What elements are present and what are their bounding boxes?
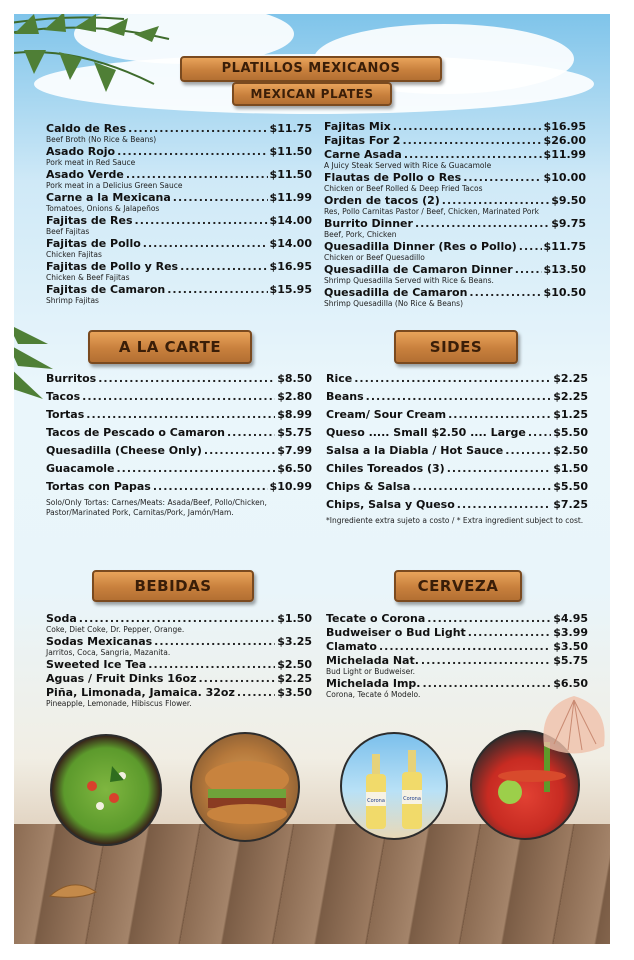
item-price: $5.50 (553, 480, 588, 493)
menu-item (46, 658, 312, 671)
torta-photo (190, 732, 300, 842)
leader-dots (447, 462, 551, 475)
item-price: $2.25 (277, 672, 312, 685)
item-name: Chiles Toreados (3) (326, 462, 445, 475)
menu-item-row (46, 672, 312, 685)
item-price: $11.99 (543, 148, 586, 161)
leader-dots (116, 462, 275, 475)
menu-item (46, 372, 312, 385)
item-name: Orden de tacos (2) (324, 194, 440, 207)
menu-item (46, 390, 312, 403)
item-name: Beans (326, 390, 364, 403)
item-name: Michelada Nat. (326, 654, 419, 667)
item-description: Chicken or Beef Quesadillo (324, 253, 425, 262)
item-name: Tacos (46, 390, 81, 403)
menu-item-row (46, 390, 312, 403)
menu-item (324, 194, 586, 216)
menu-item-row (324, 194, 586, 207)
menu-item-row (46, 372, 312, 385)
leader-dots (173, 191, 268, 204)
leader-dots (469, 286, 541, 299)
item-description: Beef Fajitas (46, 227, 90, 236)
item-name: Piña, Limonada, Jamaica. 32oz (46, 686, 235, 699)
item-name: Carne Asada (324, 148, 402, 161)
menu-item (46, 426, 312, 439)
bebidas-title: BEBIDAS (134, 577, 212, 595)
menu-item-row (46, 658, 312, 671)
leader-dots (415, 217, 549, 230)
menu-item (326, 426, 588, 439)
item-name: Quesadilla Dinner (Res o Pollo) (324, 240, 517, 253)
menu-item-row (46, 612, 312, 625)
leader-dots (227, 426, 275, 439)
leader-dots (379, 640, 551, 653)
menu-item-row (46, 408, 312, 421)
header-subtitle: MEXICAN PLATES (250, 87, 374, 101)
menu-item (46, 122, 312, 144)
menu-item (326, 372, 588, 385)
bottle-label-left: Corona (367, 798, 385, 804)
leader-dots (528, 426, 551, 439)
menu-item (46, 191, 312, 213)
item-description: Pork meat in Red Sauce (46, 158, 136, 167)
item-name: Rice (326, 372, 353, 385)
item-price: $13.50 (543, 263, 586, 276)
menu-item-row (324, 120, 586, 133)
menu-item (46, 168, 312, 190)
bebidas-sign (92, 570, 254, 602)
sides-title: SIDES (429, 338, 483, 356)
item-name: Fajitas de Res (46, 214, 133, 227)
leader-dots (82, 390, 275, 403)
header-subsign (232, 82, 392, 106)
leader-dots (505, 444, 551, 457)
item-description: Chicken & Beef Fajitas (46, 273, 130, 282)
menu-item (326, 654, 588, 676)
item-price: $10.50 (543, 286, 586, 299)
menu-item (324, 134, 586, 147)
menu-item (324, 240, 586, 262)
item-price: $8.50 (277, 372, 312, 385)
item-price: $10.00 (543, 171, 586, 184)
seashell-icon (534, 686, 610, 766)
menu-item (46, 237, 312, 259)
item-name: Tacos de Pescado o Camaron (46, 426, 225, 439)
menu-item (46, 283, 312, 305)
item-description: Pork meat in a Delicius Green Sauce (46, 181, 183, 190)
menu-item-row (324, 148, 586, 161)
menu-item (46, 214, 312, 236)
item-price: $14.00 (269, 237, 312, 250)
menu-item-row (326, 612, 588, 625)
item-description: Bud Light or Budweiser. (326, 667, 415, 676)
item-description: Chicken or Beef Rolled & Deep Fried Tacos (324, 184, 483, 193)
menu-item-row (326, 498, 588, 511)
cerveza-title: CERVEZA (417, 577, 499, 595)
bebidas-column (46, 612, 312, 709)
item-name: Chips, Salsa y Queso (326, 498, 455, 511)
menu-item-row (46, 444, 312, 457)
bottle-label-right: Corona (403, 796, 421, 802)
item-name: Quesadilla de Camaron Dinner (324, 263, 513, 276)
menu-item (46, 672, 312, 685)
item-description: A Juicy Steak Served with Rice & Guacamole (324, 161, 492, 170)
item-price: $11.75 (543, 240, 586, 253)
plates-right-column (324, 120, 586, 309)
menu-item (46, 480, 312, 493)
menu-item-row (324, 240, 586, 253)
item-price: $6.50 (277, 462, 312, 475)
item-price: $26.00 (543, 134, 586, 147)
item-description: Chicken Fajitas (46, 250, 102, 259)
item-name: Sodas Mexicanas (46, 635, 153, 648)
item-price: $4.95 (553, 612, 588, 625)
item-price: $2.50 (277, 658, 312, 671)
leader-dots (167, 283, 267, 296)
item-name: Fajitas de Camaron (46, 283, 166, 296)
item-price: $8.99 (277, 408, 312, 421)
menu-item (46, 408, 312, 421)
menu-item (326, 640, 588, 653)
leader-dots (412, 480, 551, 493)
menu-item-row (46, 635, 312, 648)
leader-dots (402, 134, 541, 147)
menu-item-row (326, 426, 588, 439)
item-name: Caldo de Res (46, 122, 127, 135)
menu-item (326, 390, 588, 403)
menu-item-row (324, 217, 586, 230)
menu-item (324, 120, 586, 133)
item-price: $2.50 (553, 444, 588, 457)
menu-item (326, 462, 588, 475)
guacamole-photo (50, 734, 162, 846)
item-price: $1.50 (277, 612, 312, 625)
menu-item-row (324, 286, 586, 299)
sandwich-icon (192, 734, 300, 842)
item-description: Coke, Diet Coke, Dr. Pepper, Orange. (46, 625, 185, 634)
menu-item (324, 171, 586, 193)
item-price: $7.25 (553, 498, 588, 511)
menu-item-row (324, 263, 586, 276)
leader-dots (98, 372, 275, 385)
item-description: Res, Pollo Carnitas Pastor / Beef, Chicken, Marinated Pork (324, 207, 539, 216)
menu-item-row (46, 145, 312, 158)
menu-item (46, 462, 312, 475)
item-description: Shrimp Fajitas (46, 296, 99, 305)
item-price: $1.50 (553, 462, 588, 475)
item-name: Burritos (46, 372, 97, 385)
item-price: $6.50 (553, 677, 588, 690)
item-price: $14.00 (269, 214, 312, 227)
menu-item-row (326, 640, 588, 653)
leader-dots (404, 148, 542, 161)
item-name: Soda (46, 612, 77, 625)
menu-item-row (46, 686, 312, 699)
leader-dots (354, 372, 551, 385)
menu-item (326, 444, 588, 457)
menu-item-row (326, 480, 588, 493)
menu-item-row (46, 168, 312, 181)
menu-item (326, 480, 588, 493)
item-name: Carne a la Mexicana (46, 191, 171, 204)
item-price: $11.75 (269, 122, 312, 135)
leader-dots (393, 120, 542, 133)
guacamole-icon (52, 736, 162, 846)
menu-item-row (46, 283, 312, 296)
item-name: Clamato (326, 640, 377, 653)
menu-item (324, 263, 586, 285)
shell-icon (48, 882, 98, 902)
menu-item-row (326, 444, 588, 457)
item-price: $16.95 (269, 260, 312, 273)
item-price: $3.50 (277, 686, 312, 699)
item-price: $3.25 (277, 635, 312, 648)
item-price: $2.25 (553, 390, 588, 403)
menu-item (326, 408, 588, 421)
menu-page (14, 14, 610, 944)
item-name: Burrito Dinner (324, 217, 413, 230)
alacarte-sign (88, 330, 252, 364)
menu-item (46, 260, 312, 282)
menu-item-row (326, 408, 588, 421)
item-name: Tortas con Papas (46, 480, 151, 493)
menu-item-row (46, 191, 312, 204)
item-price: $10.99 (269, 480, 312, 493)
item-name: Aguas / Fruit Dinks 16oz (46, 672, 197, 685)
leader-dots (153, 480, 268, 493)
menu-item (46, 145, 312, 167)
menu-item-row (326, 654, 588, 667)
leader-dots (463, 171, 541, 184)
leader-dots (180, 260, 267, 273)
leader-dots (154, 635, 275, 648)
item-name: Guacamole (46, 462, 115, 475)
item-description: Shrimp Quesadilla Served with Rice & Beans. (324, 276, 494, 285)
leader-dots (366, 390, 552, 403)
item-description: Corona, Tecate ó Modelo. (326, 690, 421, 699)
item-name: Salsa a la Diabla / Hot Sauce (326, 444, 504, 457)
item-price: $11.99 (269, 191, 312, 204)
item-price: $9.50 (551, 194, 586, 207)
item-description: Beef Broth (No Rice & Beans) (46, 135, 157, 144)
item-price: $9.75 (551, 217, 586, 230)
header-title: PLATILLOS MEXICANOS (221, 61, 401, 76)
beer-bottle-icon (342, 734, 448, 840)
item-name: Tecate o Corona (326, 612, 426, 625)
menu-item-row (326, 462, 588, 475)
leader-dots (421, 654, 551, 667)
menu-item (46, 612, 312, 634)
item-price: $3.50 (553, 640, 588, 653)
item-description: Jarritos, Coca, Sangria, Mazanita. (46, 648, 171, 657)
menu-item (46, 686, 312, 708)
leader-dots (198, 672, 275, 685)
item-name: Fajitas For 2 (324, 134, 401, 147)
item-name: Cream/ Sour Cream (326, 408, 447, 421)
header-sign (180, 56, 442, 82)
menu-item-row (46, 426, 312, 439)
leader-dots (457, 498, 551, 511)
item-description: Shrimp Quesadilla (No Rice & Beans) (324, 299, 463, 308)
leader-dots (79, 612, 275, 625)
item-name: Quesadilla (Cheese Only) (46, 444, 202, 457)
item-price: $15.95 (269, 283, 312, 296)
menu-item-row (326, 390, 588, 403)
menu-item (46, 635, 312, 657)
item-price: $3.99 (553, 626, 588, 639)
leader-dots (442, 194, 549, 207)
item-description: Pineapple, Lemonade, Hibiscus Flower. (46, 699, 192, 708)
menu-item-row (46, 214, 312, 227)
item-price: $5.75 (277, 426, 312, 439)
menu-item (46, 444, 312, 457)
menu-item (326, 498, 588, 511)
menu-item-row (324, 134, 586, 147)
leader-dots (128, 122, 267, 135)
menu-item (324, 217, 586, 239)
menu-item-row (46, 122, 312, 135)
item-name: Budweiser o Bud Light (326, 626, 466, 639)
menu-item-row (326, 626, 588, 639)
menu-item-row (46, 237, 312, 250)
item-name: Fajitas Mix (324, 120, 391, 133)
alacarte-title: A LA CARTE (118, 338, 222, 356)
item-price: $11.50 (269, 145, 312, 158)
leader-dots (468, 626, 551, 639)
item-name: Asado Verde (46, 168, 124, 181)
item-price: $11.50 (269, 168, 312, 181)
item-price: $5.75 (553, 654, 588, 667)
item-price: $2.25 (553, 372, 588, 385)
leader-dots (143, 237, 268, 250)
leader-dots (422, 677, 551, 690)
plates-left-column (46, 122, 312, 306)
menu-item-row (326, 372, 588, 385)
alacarte-note: Solo/Only Tortas: Carnes/Meats: Asada/Beef, Pollo/Chicken, Pastor/Marinated Pork, Carnitas/Pork, Jamón/Ham. (46, 498, 267, 517)
leader-dots (86, 408, 275, 421)
item-price: $16.95 (543, 120, 586, 133)
item-name: Tortas (46, 408, 85, 421)
item-price: $7.99 (277, 444, 312, 457)
leader-dots (204, 444, 275, 457)
item-name: Michelada Imp. (326, 677, 421, 690)
leader-dots (135, 214, 268, 227)
item-name: Fajitas de Pollo y Res (46, 260, 179, 273)
cerveza-sign (394, 570, 522, 602)
leader-dots (237, 686, 275, 699)
sides-sign (394, 330, 518, 364)
leader-dots (448, 408, 551, 421)
item-price: $1.25 (553, 408, 588, 421)
leader-dots (126, 168, 268, 181)
menu-item-row (46, 260, 312, 273)
item-name: Sweeted Ice Tea (46, 658, 147, 671)
menu-item (326, 626, 588, 639)
alacarte-column (46, 372, 312, 498)
item-name: Asado Rojo (46, 145, 116, 158)
item-name: Chips & Salsa (326, 480, 411, 493)
menu-item-row (46, 462, 312, 475)
menu-item (324, 286, 586, 308)
item-price: $5.50 (553, 426, 588, 439)
item-description: Tomatoes, Onions & Jalapeños (46, 204, 160, 213)
item-description: Beef, Pork, Chicken (324, 230, 397, 239)
item-name: Fajitas de Pollo (46, 237, 141, 250)
item-name: Queso ..... Small $2.50 .... Large (326, 426, 526, 439)
sides-note: *Ingrediente extra sujeto a costo / * Extra ingredient subject to cost. (326, 516, 584, 525)
leader-dots (148, 658, 275, 671)
item-price: $2.80 (277, 390, 312, 403)
leader-dots (117, 145, 267, 158)
leader-dots (519, 240, 542, 253)
item-name: Flautas de Pollo o Res (324, 171, 462, 184)
leader-dots (427, 612, 551, 625)
menu-item-row (324, 171, 586, 184)
leader-dots (515, 263, 542, 276)
item-name: Quesadilla de Camaron (324, 286, 468, 299)
menu-item (326, 612, 588, 625)
sides-column (326, 372, 588, 516)
menu-item (324, 148, 586, 170)
corona-photo (340, 732, 448, 840)
menu-item-row (46, 480, 312, 493)
